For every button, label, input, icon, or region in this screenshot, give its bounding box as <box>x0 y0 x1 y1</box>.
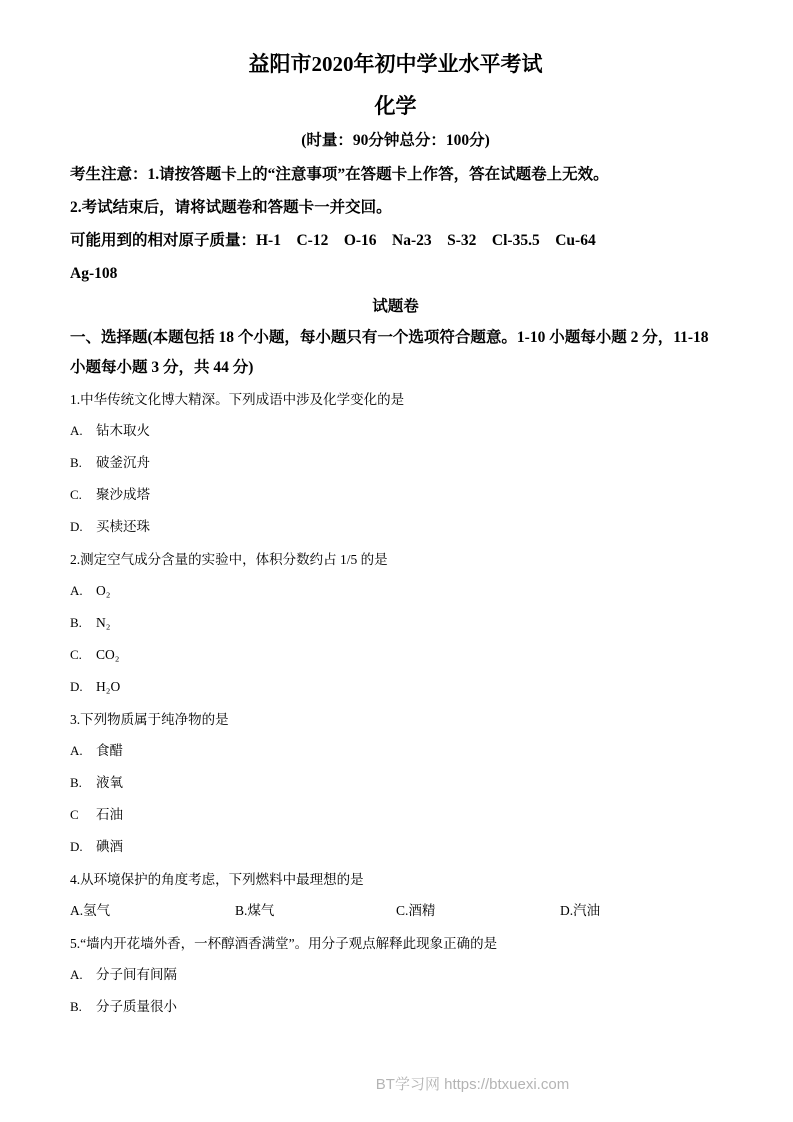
question-4-option-b <box>235 895 396 927</box>
option-letter: B. <box>235 903 248 918</box>
question-2-option-c <box>70 639 721 671</box>
option-text: 聚沙成塔 <box>96 487 150 502</box>
question-5 <box>70 929 721 1023</box>
question-2-option-a <box>70 575 721 607</box>
atomic-masses-line: 可能用到的相对原子质量：H-1 C-12 O-16 Na-23 S-32 Cl-35.5 Cu-64 <box>70 232 596 249</box>
question-4-option-d <box>560 895 721 927</box>
option-text: 煤气 <box>247 903 275 918</box>
question-4-stem: 4.从环境保护的角度考虑，下列燃料中最理想的是 <box>70 872 364 887</box>
option-text: 分子质量很小 <box>96 999 177 1014</box>
option-text: 液氧 <box>96 775 123 790</box>
question-3-option-a <box>70 735 721 767</box>
option-text: 汽油 <box>573 903 601 918</box>
option-text: 碘酒 <box>96 839 123 854</box>
option-letter: D. <box>70 679 83 694</box>
exam-subject: 化学 <box>374 94 417 118</box>
watermark-footer: BT学习网 https://btxuexi.com <box>375 1076 570 1093</box>
option-text: 钻木取火 <box>96 423 150 438</box>
question-4-option-c <box>396 895 560 927</box>
question-5-option-a <box>70 959 721 991</box>
question-2 <box>70 545 721 703</box>
exam-title: 益阳市2020年初中学业水平考试 <box>248 52 543 76</box>
question-3-option-d <box>70 831 721 863</box>
question-1-option-a <box>70 415 721 447</box>
notice-line-1: 考生注意：1.请按答题卡上的“注意事项”在答题卡上作答，答在试题卷上无效。 <box>70 166 609 183</box>
option-text: N₂ <box>96 615 111 630</box>
question-4-options-row <box>70 895 721 927</box>
option-letter: A. <box>70 583 83 598</box>
option-letter: D. <box>70 839 83 854</box>
option-letter: C. <box>396 903 409 918</box>
option-text: 石油 <box>96 807 123 822</box>
question-1-stem: 1.中华传统文化博大精深。下列成语中涉及化学变化的是 <box>70 392 405 407</box>
option-letter: C <box>70 807 79 822</box>
question-1-option-d <box>70 511 721 543</box>
option-text: 破釜沉舟 <box>96 455 150 470</box>
question-3 <box>70 705 721 863</box>
question-1-option-c <box>70 479 721 511</box>
notice-line-2: 2.考试结束后，请将试题卷和答题卡一并交回。 <box>70 199 392 216</box>
question-4 <box>70 865 721 927</box>
option-letter: B. <box>70 455 82 470</box>
question-3-option-c <box>70 799 721 831</box>
option-text: CO₂ <box>96 647 120 662</box>
question-4-option-a <box>70 895 235 927</box>
option-letter: A. <box>70 743 83 758</box>
option-letter: A. <box>70 903 84 918</box>
option-text: H₂O <box>96 679 121 694</box>
option-text: 分子间有间隔 <box>96 967 177 982</box>
option-letter: B. <box>70 775 82 790</box>
option-letter: B. <box>70 615 82 630</box>
question-2-stem: 2.测定空气成分含量的实验中，体积分数约占 1/5 的是 <box>70 552 388 567</box>
question-3-option-b <box>70 767 721 799</box>
question-3-stem: 3.下列物质属于纯净物的是 <box>70 712 229 727</box>
option-letter: B. <box>70 999 82 1014</box>
option-text: 买椟还珠 <box>96 519 150 534</box>
option-text: O₂ <box>96 583 111 598</box>
question-1-option-b <box>70 447 721 479</box>
option-text: 酒精 <box>408 903 436 918</box>
option-letter: C. <box>70 647 82 662</box>
paper-section-title: 试题卷 <box>372 298 419 315</box>
option-letter: A. <box>70 423 83 438</box>
option-letter: D. <box>560 903 574 918</box>
question-5-stem: 5.“墙内开花墙外香，一杯醇酒香满堂”。用分子观点解释此现象正确的是 <box>70 936 498 951</box>
question-1 <box>70 385 721 543</box>
option-letter: A. <box>70 967 83 982</box>
question-5-option-b <box>70 991 721 1023</box>
question-2-option-b <box>70 607 721 639</box>
question-2-option-d <box>70 671 721 703</box>
atomic-masses-continuation: Ag-108 <box>70 265 118 282</box>
option-text: 氢气 <box>83 903 111 918</box>
option-text: 食醋 <box>96 743 123 758</box>
time-score-line: (时量：90分钟总分：100分) <box>301 132 490 149</box>
option-letter: D. <box>70 519 83 534</box>
section-1-header: 一、选择题(本题包括 18 个小题，每小题只有一个选项符合题意。1-10 小题每小题 2 分，11-18 小题每小题 3 分，共 44 分) <box>70 329 709 376</box>
option-letter: C. <box>70 487 82 502</box>
